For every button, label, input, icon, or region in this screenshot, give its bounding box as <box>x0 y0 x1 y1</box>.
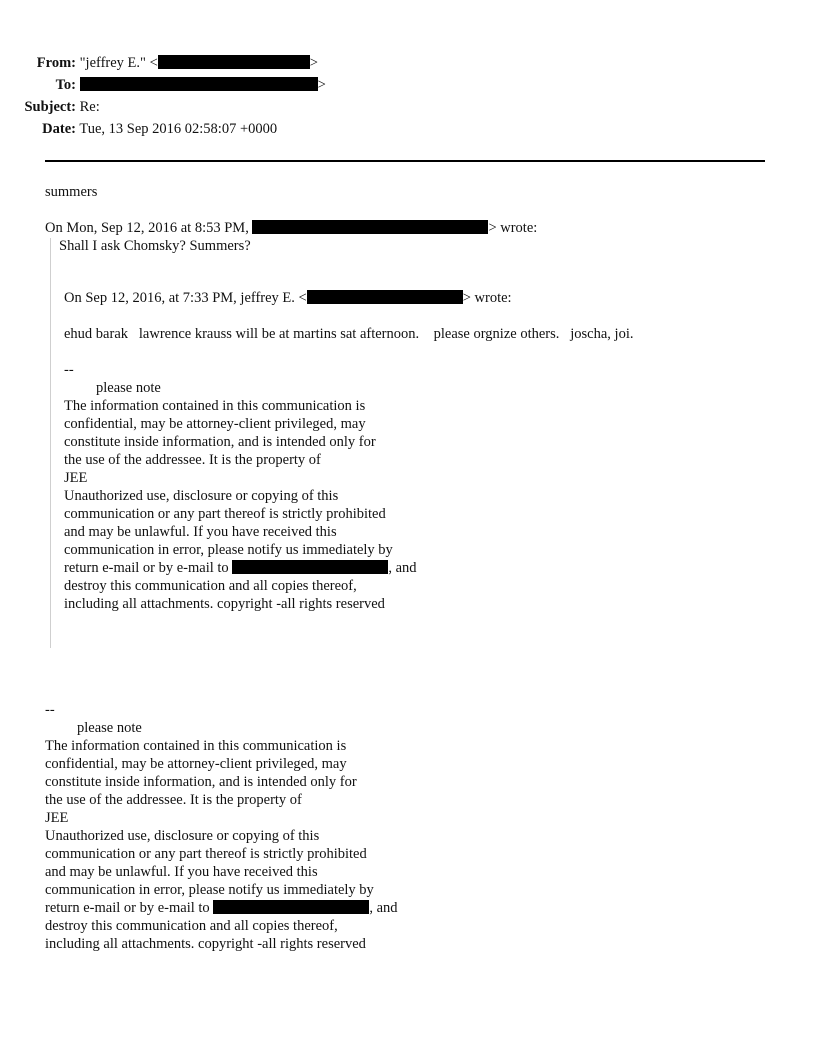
inner-sig-line: and may be unlawful. If you have received this <box>64 524 337 540</box>
redacted-to-email <box>80 77 318 91</box>
date-row <box>22 120 277 138</box>
outer-sig-please-note: please note <box>77 720 142 736</box>
date-value: Tue, 13 Sep 2016 02:58:07 +0000 <box>79 121 278 137</box>
from-row <box>22 54 318 72</box>
outer-sig-line: confidential, may be attorney-client privileged, may <box>45 756 347 772</box>
date-label: Date: <box>42 121 76 137</box>
quote1-attribution-prefix: On Mon, Sep 12, 2016 at 8:53 PM, <box>45 220 249 236</box>
outer-sig-email-line <box>45 899 398 917</box>
subject-label: Subject: <box>24 99 76 115</box>
inner-sig-email-line <box>64 559 417 577</box>
inner-sig-line: communication in error, please notify us immediately by <box>64 542 393 558</box>
outer-sig-line: and may be unlawful. If you have received this <box>45 864 318 880</box>
inner-sig-email-suffix: , and <box>388 560 417 576</box>
inner-sig-line: communication or any part thereof is strictly prohibited <box>64 506 386 522</box>
outer-sig-line: JEE <box>45 810 69 826</box>
inner-sig-please-note: please note <box>96 380 161 396</box>
inner-sig-line: Unauthorized use, disclosure or copying of this <box>64 488 339 504</box>
outer-sig-line: communication or any part thereof is strictly prohibited <box>45 846 367 862</box>
from-label: From: <box>36 55 76 71</box>
outer-sig-line: The information contained in this communication is <box>45 738 347 754</box>
redacted-quote1-sender <box>252 220 488 234</box>
subject-row <box>22 98 100 116</box>
outer-sig-line: constitute inside information, and is intended only for <box>45 774 357 790</box>
reply-text: summers <box>45 184 98 200</box>
quote2-attribution-prefix: On Sep 12, 2016, at 7:33 PM, jeffrey E. < <box>64 290 307 306</box>
inner-sig-line: constitute inside information, and is intended only for <box>64 434 376 450</box>
from-value: "jeffrey E." < <box>79 55 158 71</box>
outer-sig-line: destroy this communication and all copies thereof, <box>45 918 338 934</box>
inner-sig-line: The information contained in this communication is <box>64 398 366 414</box>
redacted-inner-sig-email <box>232 560 388 574</box>
outer-sig-line: communication in error, please notify us immediately by <box>45 882 374 898</box>
inner-sig-email-prefix: return e-mail or by e-mail to <box>64 560 229 576</box>
outer-sig-dashes: -- <box>45 702 55 718</box>
quote1-text: Shall I ask Chomsky? Summers? <box>59 238 251 254</box>
redacted-outer-sig-email <box>213 900 369 914</box>
to-row <box>22 76 326 94</box>
redacted-quote2-sender <box>307 290 463 304</box>
to-close: > <box>317 77 326 93</box>
quote-bar <box>50 238 51 648</box>
quote2-attribution <box>64 289 512 307</box>
outer-sig-email-prefix: return e-mail or by e-mail to <box>45 900 210 916</box>
outer-sig-line: Unauthorized use, disclosure or copying of this <box>45 828 320 844</box>
inner-sig-dashes: -- <box>64 362 74 378</box>
quote2-attribution-suffix: > wrote: <box>462 290 512 306</box>
inner-sig-line: including all attachments. copyright -all rights reserved <box>64 596 385 612</box>
from-close: > <box>309 55 318 71</box>
inner-sig-line: JEE <box>64 470 88 486</box>
inner-sig-line: the use of the addressee. It is the property of <box>64 452 321 468</box>
quote1-attribution <box>45 219 537 237</box>
inner-sig-line: confidential, may be attorney-client privileged, may <box>64 416 366 432</box>
redacted-from-email <box>158 55 310 69</box>
to-label: To: <box>55 77 76 93</box>
quote1-attribution-suffix: > wrote: <box>488 220 538 236</box>
inner-sig-line: destroy this communication and all copies thereof, <box>64 578 357 594</box>
outer-sig-line: the use of the addressee. It is the property of <box>45 792 302 808</box>
outer-sig-email-suffix: , and <box>369 900 398 916</box>
outer-sig-line: including all attachments. copyright -all rights reserved <box>45 936 366 952</box>
header-divider <box>45 160 765 162</box>
subject-value: Re: <box>79 99 100 115</box>
quote2-text: ehud barak lawrence krauss will be at martins sat afternoon. please orgnize others. joscha, joi. <box>64 326 634 342</box>
